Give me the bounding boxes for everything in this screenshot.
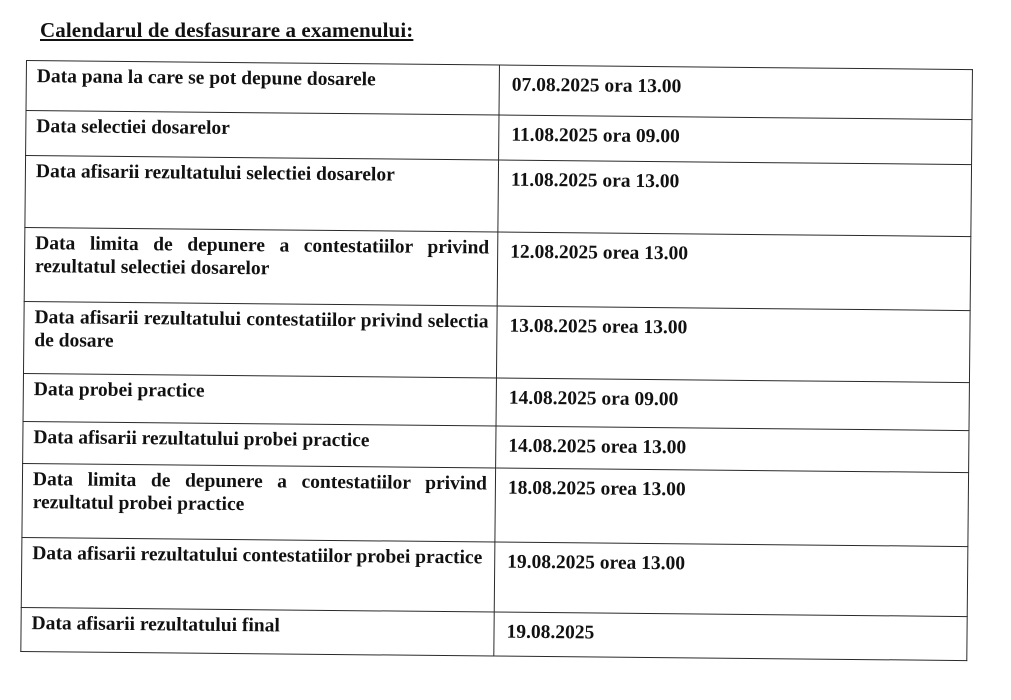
table-row	[22, 463, 969, 546]
schedule-value: 18.08.2025 orea 13.00	[495, 468, 969, 547]
schedule-label: Data pana la care se pot depune dosarele	[26, 61, 499, 116]
schedule-value: 11.08.2025 ora 09.00	[499, 115, 972, 165]
page-title: Calendarul de desfasurare a examenului:	[40, 18, 414, 42]
schedule-value: 14.08.2025 ora 09.00	[496, 378, 969, 431]
schedule-label: Data probei practice	[23, 373, 496, 426]
schedule-value: 12.08.2025 orea 13.00	[497, 232, 971, 311]
schedule-label: Data afisarii rezultatului probei practice	[23, 421, 496, 468]
table-row	[26, 61, 972, 120]
schedule-value: 19.08.2025	[494, 612, 967, 661]
schedule-value: 13.08.2025 orea 13.00	[496, 306, 970, 383]
table-row	[25, 156, 972, 237]
schedule-label: Data afisarii rezultatului selectiei dosarelor	[25, 156, 499, 233]
schedule-value: 11.08.2025 ora 13.00	[498, 160, 972, 237]
exam-schedule-table	[20, 60, 973, 661]
schedule-label: Data selectiei dosarelor	[26, 111, 499, 161]
schedule-value: 19.08.2025 orea 13.00	[494, 542, 968, 617]
schedule-label: Data afisarii rezultatului contestatiilor probei practice	[21, 537, 495, 612]
table-row	[21, 607, 967, 660]
schedule-value: 14.08.2025 orea 13.00	[496, 426, 969, 473]
schedule-label: Data limita de depunere a contestatiilor privind rezultatul probei practice	[22, 463, 496, 542]
table-row	[21, 537, 968, 616]
table-row	[24, 227, 971, 310]
schedule-label: Data afisarii rezultatului final	[21, 607, 494, 656]
schedule-label: Data afisarii rezultatului contestatiilor privind selectia de dosare	[23, 301, 497, 378]
table-row	[23, 301, 970, 382]
schedule-value: 07.08.2025 ora 13.00	[499, 65, 972, 120]
schedule-label: Data limita de depunere a contestatiilor privind rezultatul selectiei dosarelor	[24, 227, 498, 306]
